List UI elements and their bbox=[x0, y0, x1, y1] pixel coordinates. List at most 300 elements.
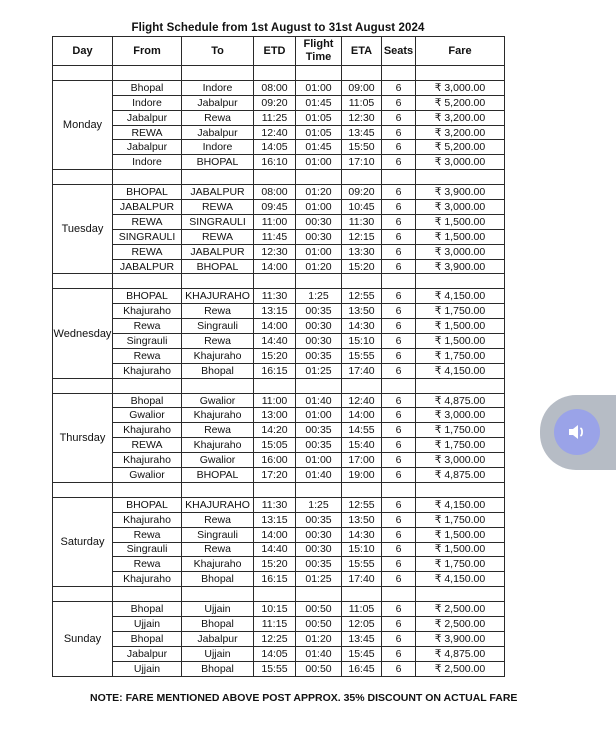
spacer-cell bbox=[416, 274, 505, 289]
etd-cell: 15:55 bbox=[254, 661, 296, 676]
to-cell: Singrauli bbox=[182, 527, 254, 542]
seats-cell: 6 bbox=[382, 453, 416, 468]
seats-cell: 6 bbox=[382, 140, 416, 155]
spacer-cell bbox=[342, 482, 382, 497]
fare-cell: ₹ 3,000.00 bbox=[416, 200, 505, 215]
spacer-cell bbox=[382, 482, 416, 497]
fare-cell: ₹ 4,150.00 bbox=[416, 497, 505, 512]
fare-note: NOTE: FARE MENTIONED ABOVE POST APPROX. 35% DISCOUNT ON ACTUAL FARE bbox=[90, 692, 518, 704]
table-row bbox=[53, 125, 505, 140]
flight-time-cell: 01:45 bbox=[296, 95, 342, 110]
spacer-cell bbox=[182, 274, 254, 289]
spacer-row bbox=[53, 66, 505, 81]
to-cell: Bhopal bbox=[182, 363, 254, 378]
flight-schedule-table bbox=[52, 36, 505, 677]
from-cell: Khajuraho bbox=[113, 363, 182, 378]
to-cell: Rewa bbox=[182, 304, 254, 319]
to-cell: Jabalpur bbox=[182, 95, 254, 110]
spacer-cell bbox=[254, 66, 296, 81]
etd-cell: 08:00 bbox=[254, 185, 296, 200]
seats-cell: 6 bbox=[382, 259, 416, 274]
fare-cell: ₹ 1,500.00 bbox=[416, 542, 505, 557]
seats-cell: 6 bbox=[382, 631, 416, 646]
spacer-cell bbox=[113, 274, 182, 289]
fare-cell: ₹ 1,750.00 bbox=[416, 304, 505, 319]
eta-cell: 15:10 bbox=[342, 334, 382, 349]
spacer-cell bbox=[113, 378, 182, 393]
flight-time-cell: 01:40 bbox=[296, 646, 342, 661]
fare-cell: ₹ 4,150.00 bbox=[416, 363, 505, 378]
day-cell: Monday bbox=[53, 80, 113, 169]
spacer-cell bbox=[342, 66, 382, 81]
etd-cell: 14:40 bbox=[254, 542, 296, 557]
day-cell: Thursday bbox=[53, 393, 113, 482]
from-cell: Indore bbox=[113, 95, 182, 110]
flight-time-cell: 01:00 bbox=[296, 200, 342, 215]
spacer-cell bbox=[382, 170, 416, 185]
flight-time-cell: 01:45 bbox=[296, 140, 342, 155]
seats-cell: 6 bbox=[382, 646, 416, 661]
from-cell: Bhopal bbox=[113, 631, 182, 646]
spacer-cell bbox=[416, 170, 505, 185]
spacer-cell bbox=[53, 274, 113, 289]
to-cell: JABALPUR bbox=[182, 185, 254, 200]
seats-cell: 6 bbox=[382, 289, 416, 304]
etd-cell: 14:00 bbox=[254, 259, 296, 274]
etd-cell: 14:00 bbox=[254, 319, 296, 334]
from-cell: Singrauli bbox=[113, 334, 182, 349]
from-cell: Ujjain bbox=[113, 661, 182, 676]
header-fare: Fare bbox=[416, 37, 505, 66]
table-row bbox=[53, 80, 505, 95]
fare-cell: ₹ 4,875.00 bbox=[416, 646, 505, 661]
from-cell: JABALPUR bbox=[113, 200, 182, 215]
to-cell: KHAJURAHO bbox=[182, 289, 254, 304]
fare-cell: ₹ 1,750.00 bbox=[416, 512, 505, 527]
from-cell: Rewa bbox=[113, 319, 182, 334]
to-cell: Jabalpur bbox=[182, 631, 254, 646]
to-cell: Indore bbox=[182, 140, 254, 155]
seats-cell: 6 bbox=[382, 408, 416, 423]
eta-cell: 14:30 bbox=[342, 527, 382, 542]
seats-cell: 6 bbox=[382, 393, 416, 408]
etd-cell: 09:20 bbox=[254, 95, 296, 110]
table-row bbox=[53, 140, 505, 155]
fare-cell: ₹ 3,900.00 bbox=[416, 631, 505, 646]
flight-time-cell: 01:20 bbox=[296, 259, 342, 274]
spacer-cell bbox=[254, 587, 296, 602]
from-cell: Jabalpur bbox=[113, 646, 182, 661]
fare-cell: ₹ 1,500.00 bbox=[416, 334, 505, 349]
fare-cell: ₹ 3,900.00 bbox=[416, 259, 505, 274]
flight-time-cell: 00:35 bbox=[296, 557, 342, 572]
etd-cell: 14:20 bbox=[254, 423, 296, 438]
fare-cell: ₹ 4,150.00 bbox=[416, 572, 505, 587]
table-row bbox=[53, 542, 505, 557]
from-cell: Khajuraho bbox=[113, 304, 182, 319]
etd-cell: 11:30 bbox=[254, 497, 296, 512]
to-cell: Ujjain bbox=[182, 602, 254, 617]
etd-cell: 11:00 bbox=[254, 393, 296, 408]
to-cell: Gwalior bbox=[182, 393, 254, 408]
eta-cell: 11:05 bbox=[342, 602, 382, 617]
fare-cell: ₹ 3,200.00 bbox=[416, 110, 505, 125]
from-cell: Khajuraho bbox=[113, 423, 182, 438]
table-row bbox=[53, 214, 505, 229]
flight-time-cell: 00:50 bbox=[296, 602, 342, 617]
etd-cell: 16:15 bbox=[254, 363, 296, 378]
from-cell: REWA bbox=[113, 438, 182, 453]
seats-cell: 6 bbox=[382, 497, 416, 512]
table-row bbox=[53, 497, 505, 512]
etd-cell: 14:05 bbox=[254, 646, 296, 661]
eta-cell: 15:45 bbox=[342, 646, 382, 661]
spacer-cell bbox=[416, 482, 505, 497]
day-cell: Sunday bbox=[53, 602, 113, 676]
header-etd: ETD bbox=[254, 37, 296, 66]
etd-cell: 10:15 bbox=[254, 602, 296, 617]
spacer-cell bbox=[182, 482, 254, 497]
to-cell: Bhopal bbox=[182, 572, 254, 587]
eta-cell: 13:45 bbox=[342, 125, 382, 140]
flight-time-cell: 1:25 bbox=[296, 497, 342, 512]
etd-cell: 11:45 bbox=[254, 229, 296, 244]
seats-cell: 6 bbox=[382, 304, 416, 319]
fare-cell: ₹ 2,500.00 bbox=[416, 616, 505, 631]
eta-cell: 13:50 bbox=[342, 304, 382, 319]
table-row bbox=[53, 527, 505, 542]
eta-cell: 12:05 bbox=[342, 616, 382, 631]
spacer-cell bbox=[182, 170, 254, 185]
from-cell: Singrauli bbox=[113, 542, 182, 557]
flight-time-cell: 00:35 bbox=[296, 304, 342, 319]
to-cell: Bhopal bbox=[182, 616, 254, 631]
table-row bbox=[53, 572, 505, 587]
from-cell: Jabalpur bbox=[113, 140, 182, 155]
spacer-cell bbox=[416, 587, 505, 602]
to-cell: Singrauli bbox=[182, 319, 254, 334]
from-cell: Khajuraho bbox=[113, 572, 182, 587]
fare-cell: ₹ 1,500.00 bbox=[416, 527, 505, 542]
flight-time-cell: 01:00 bbox=[296, 80, 342, 95]
fare-cell: ₹ 1,750.00 bbox=[416, 557, 505, 572]
seats-cell: 6 bbox=[382, 319, 416, 334]
eta-cell: 14:55 bbox=[342, 423, 382, 438]
table-row bbox=[53, 646, 505, 661]
from-cell: BHOPAL bbox=[113, 497, 182, 512]
spacer-cell bbox=[53, 482, 113, 497]
spacer-cell bbox=[53, 170, 113, 185]
flight-time-cell: 00:30 bbox=[296, 527, 342, 542]
spacer-cell bbox=[296, 378, 342, 393]
from-cell: BHOPAL bbox=[113, 289, 182, 304]
spacer-cell bbox=[342, 170, 382, 185]
to-cell: Khajuraho bbox=[182, 557, 254, 572]
seats-cell: 6 bbox=[382, 95, 416, 110]
table-row bbox=[53, 631, 505, 646]
spacer-cell bbox=[382, 66, 416, 81]
table-row bbox=[53, 244, 505, 259]
eta-cell: 17:40 bbox=[342, 363, 382, 378]
etd-cell: 09:45 bbox=[254, 200, 296, 215]
spacer-cell bbox=[113, 66, 182, 81]
eta-cell: 13:45 bbox=[342, 631, 382, 646]
to-cell: SINGRAULI bbox=[182, 214, 254, 229]
from-cell: Rewa bbox=[113, 527, 182, 542]
from-cell: REWA bbox=[113, 244, 182, 259]
eta-cell: 15:40 bbox=[342, 438, 382, 453]
seats-cell: 6 bbox=[382, 572, 416, 587]
eta-cell: 15:20 bbox=[342, 259, 382, 274]
flight-time-cell: 01:25 bbox=[296, 572, 342, 587]
to-cell: KHAJURAHO bbox=[182, 497, 254, 512]
flight-time-cell: 00:30 bbox=[296, 319, 342, 334]
from-cell: REWA bbox=[113, 214, 182, 229]
seats-cell: 6 bbox=[382, 616, 416, 631]
spacer-cell bbox=[113, 587, 182, 602]
etd-cell: 11:25 bbox=[254, 110, 296, 125]
seats-cell: 6 bbox=[382, 155, 416, 170]
table-row bbox=[53, 319, 505, 334]
seats-cell: 6 bbox=[382, 185, 416, 200]
flight-time-cell: 01:00 bbox=[296, 453, 342, 468]
table-row bbox=[53, 289, 505, 304]
from-cell: Ujjain bbox=[113, 616, 182, 631]
to-cell: JABALPUR bbox=[182, 244, 254, 259]
header-flight-time: Flight Time bbox=[296, 37, 342, 66]
fare-cell: ₹ 1,500.00 bbox=[416, 229, 505, 244]
spacer-cell bbox=[182, 587, 254, 602]
to-cell: Rewa bbox=[182, 542, 254, 557]
etd-cell: 12:40 bbox=[254, 125, 296, 140]
eta-cell: 11:05 bbox=[342, 95, 382, 110]
speaker-icon bbox=[565, 420, 589, 444]
spacer-cell bbox=[342, 274, 382, 289]
fare-cell: ₹ 3,200.00 bbox=[416, 125, 505, 140]
eta-cell: 09:20 bbox=[342, 185, 382, 200]
seats-cell: 6 bbox=[382, 661, 416, 676]
header-day: Day bbox=[53, 37, 113, 66]
table-row bbox=[53, 185, 505, 200]
from-cell: SINGRAULI bbox=[113, 229, 182, 244]
fare-cell: ₹ 1,750.00 bbox=[416, 423, 505, 438]
header-eta: ETA bbox=[342, 37, 382, 66]
spacer-cell bbox=[416, 66, 505, 81]
fare-cell: ₹ 5,200.00 bbox=[416, 95, 505, 110]
spacer-cell bbox=[254, 378, 296, 393]
flight-time-cell: 01:00 bbox=[296, 408, 342, 423]
day-cell: Wednesday bbox=[53, 289, 113, 378]
spacer-cell bbox=[382, 274, 416, 289]
fare-cell: ₹ 4,875.00 bbox=[416, 393, 505, 408]
spacer-cell bbox=[296, 66, 342, 81]
spacer-cell bbox=[113, 170, 182, 185]
etd-cell: 11:15 bbox=[254, 616, 296, 631]
etd-cell: 11:30 bbox=[254, 289, 296, 304]
eta-cell: 11:30 bbox=[342, 214, 382, 229]
spacer-cell bbox=[254, 482, 296, 497]
from-cell: Bhopal bbox=[113, 393, 182, 408]
eta-cell: 15:50 bbox=[342, 140, 382, 155]
from-cell: JABALPUR bbox=[113, 259, 182, 274]
day-cell: Saturday bbox=[53, 497, 113, 586]
flight-time-cell: 00:30 bbox=[296, 542, 342, 557]
from-cell: Khajuraho bbox=[113, 453, 182, 468]
flight-time-cell: 00:30 bbox=[296, 229, 342, 244]
etd-cell: 12:25 bbox=[254, 631, 296, 646]
to-cell: Rewa bbox=[182, 512, 254, 527]
eta-cell: 13:50 bbox=[342, 512, 382, 527]
table-row bbox=[53, 423, 505, 438]
flight-time-cell: 1:25 bbox=[296, 289, 342, 304]
seats-cell: 6 bbox=[382, 125, 416, 140]
fare-cell: ₹ 3,900.00 bbox=[416, 185, 505, 200]
seats-cell: 6 bbox=[382, 468, 416, 483]
from-cell: REWA bbox=[113, 125, 182, 140]
etd-cell: 15:20 bbox=[254, 557, 296, 572]
seats-cell: 6 bbox=[382, 200, 416, 215]
eta-cell: 10:45 bbox=[342, 200, 382, 215]
spacer-row bbox=[53, 482, 505, 497]
fare-cell: ₹ 3,000.00 bbox=[416, 408, 505, 423]
seats-cell: 6 bbox=[382, 229, 416, 244]
table-row bbox=[53, 393, 505, 408]
flight-time-cell: 01:05 bbox=[296, 110, 342, 125]
fare-cell: ₹ 1,500.00 bbox=[416, 214, 505, 229]
eta-cell: 12:55 bbox=[342, 497, 382, 512]
eta-cell: 15:55 bbox=[342, 557, 382, 572]
seats-cell: 6 bbox=[382, 80, 416, 95]
seats-cell: 6 bbox=[382, 542, 416, 557]
table-row bbox=[53, 304, 505, 319]
spacer-cell bbox=[53, 378, 113, 393]
seats-cell: 6 bbox=[382, 527, 416, 542]
fare-cell: ₹ 3,000.00 bbox=[416, 453, 505, 468]
from-cell: Rewa bbox=[113, 348, 182, 363]
spacer-cell bbox=[296, 482, 342, 497]
spacer-cell bbox=[113, 482, 182, 497]
flight-time-cell: 00:35 bbox=[296, 512, 342, 527]
eta-cell: 17:10 bbox=[342, 155, 382, 170]
from-cell: Gwalior bbox=[113, 468, 182, 483]
table-row bbox=[53, 661, 505, 676]
spacer-cell bbox=[182, 66, 254, 81]
seats-cell: 6 bbox=[382, 423, 416, 438]
seats-cell: 6 bbox=[382, 110, 416, 125]
speaker-button[interactable] bbox=[540, 395, 616, 470]
fare-cell: ₹ 1,750.00 bbox=[416, 438, 505, 453]
eta-cell: 14:00 bbox=[342, 408, 382, 423]
etd-cell: 16:10 bbox=[254, 155, 296, 170]
to-cell: Rewa bbox=[182, 423, 254, 438]
table-row bbox=[53, 334, 505, 349]
flight-time-cell: 01:40 bbox=[296, 393, 342, 408]
seats-cell: 6 bbox=[382, 438, 416, 453]
eta-cell: 12:15 bbox=[342, 229, 382, 244]
eta-cell: 09:00 bbox=[342, 80, 382, 95]
etd-cell: 14:40 bbox=[254, 334, 296, 349]
flight-time-cell: 01:00 bbox=[296, 244, 342, 259]
flight-time-cell: 00:50 bbox=[296, 616, 342, 631]
spacer-cell bbox=[342, 378, 382, 393]
table-row bbox=[53, 259, 505, 274]
flight-time-cell: 01:40 bbox=[296, 468, 342, 483]
seats-cell: 6 bbox=[382, 557, 416, 572]
spacer-cell bbox=[296, 274, 342, 289]
flight-time-cell: 01:20 bbox=[296, 185, 342, 200]
etd-cell: 17:20 bbox=[254, 468, 296, 483]
flight-time-cell: 01:00 bbox=[296, 155, 342, 170]
etd-cell: 13:00 bbox=[254, 408, 296, 423]
spacer-row bbox=[53, 378, 505, 393]
seats-cell: 6 bbox=[382, 602, 416, 617]
day-cell: Tuesday bbox=[53, 185, 113, 274]
eta-cell: 17:40 bbox=[342, 572, 382, 587]
seats-cell: 6 bbox=[382, 363, 416, 378]
table-row bbox=[53, 155, 505, 170]
from-cell: Khajuraho bbox=[113, 512, 182, 527]
fare-cell: ₹ 5,200.00 bbox=[416, 140, 505, 155]
etd-cell: 11:00 bbox=[254, 214, 296, 229]
spacer-row bbox=[53, 274, 505, 289]
etd-cell: 14:00 bbox=[254, 527, 296, 542]
eta-cell: 19:00 bbox=[342, 468, 382, 483]
eta-cell: 13:30 bbox=[342, 244, 382, 259]
to-cell: REWA bbox=[182, 200, 254, 215]
header-row bbox=[53, 37, 505, 66]
etd-cell: 14:05 bbox=[254, 140, 296, 155]
header-to: To bbox=[182, 37, 254, 66]
seats-cell: 6 bbox=[382, 334, 416, 349]
to-cell: Rewa bbox=[182, 334, 254, 349]
from-cell: Bhopal bbox=[113, 80, 182, 95]
from-cell: Bhopal bbox=[113, 602, 182, 617]
to-cell: Indore bbox=[182, 80, 254, 95]
to-cell: BHOPAL bbox=[182, 468, 254, 483]
spacer-cell bbox=[342, 587, 382, 602]
spacer-cell bbox=[254, 274, 296, 289]
flight-time-cell: 00:35 bbox=[296, 423, 342, 438]
fare-cell: ₹ 1,750.00 bbox=[416, 348, 505, 363]
flight-time-cell: 01:05 bbox=[296, 125, 342, 140]
to-cell: Khajuraho bbox=[182, 438, 254, 453]
etd-cell: 16:00 bbox=[254, 453, 296, 468]
table-row bbox=[53, 438, 505, 453]
etd-cell: 13:15 bbox=[254, 512, 296, 527]
etd-cell: 15:20 bbox=[254, 348, 296, 363]
table-row bbox=[53, 512, 505, 527]
spacer-cell bbox=[416, 378, 505, 393]
flight-time-cell: 00:30 bbox=[296, 214, 342, 229]
to-cell: Ujjain bbox=[182, 646, 254, 661]
table-row bbox=[53, 453, 505, 468]
speaker-button-circle[interactable] bbox=[554, 409, 600, 455]
table-row bbox=[53, 95, 505, 110]
from-cell: Jabalpur bbox=[113, 110, 182, 125]
spacer-cell bbox=[382, 378, 416, 393]
etd-cell: 13:15 bbox=[254, 304, 296, 319]
table-row bbox=[53, 348, 505, 363]
seats-cell: 6 bbox=[382, 348, 416, 363]
flight-time-cell: 01:25 bbox=[296, 363, 342, 378]
fare-cell: ₹ 2,500.00 bbox=[416, 661, 505, 676]
etd-cell: 08:00 bbox=[254, 80, 296, 95]
to-cell: Gwalior bbox=[182, 453, 254, 468]
flight-time-cell: 01:20 bbox=[296, 631, 342, 646]
flight-time-cell: 00:50 bbox=[296, 661, 342, 676]
spacer-cell bbox=[53, 66, 113, 81]
etd-cell: 16:15 bbox=[254, 572, 296, 587]
